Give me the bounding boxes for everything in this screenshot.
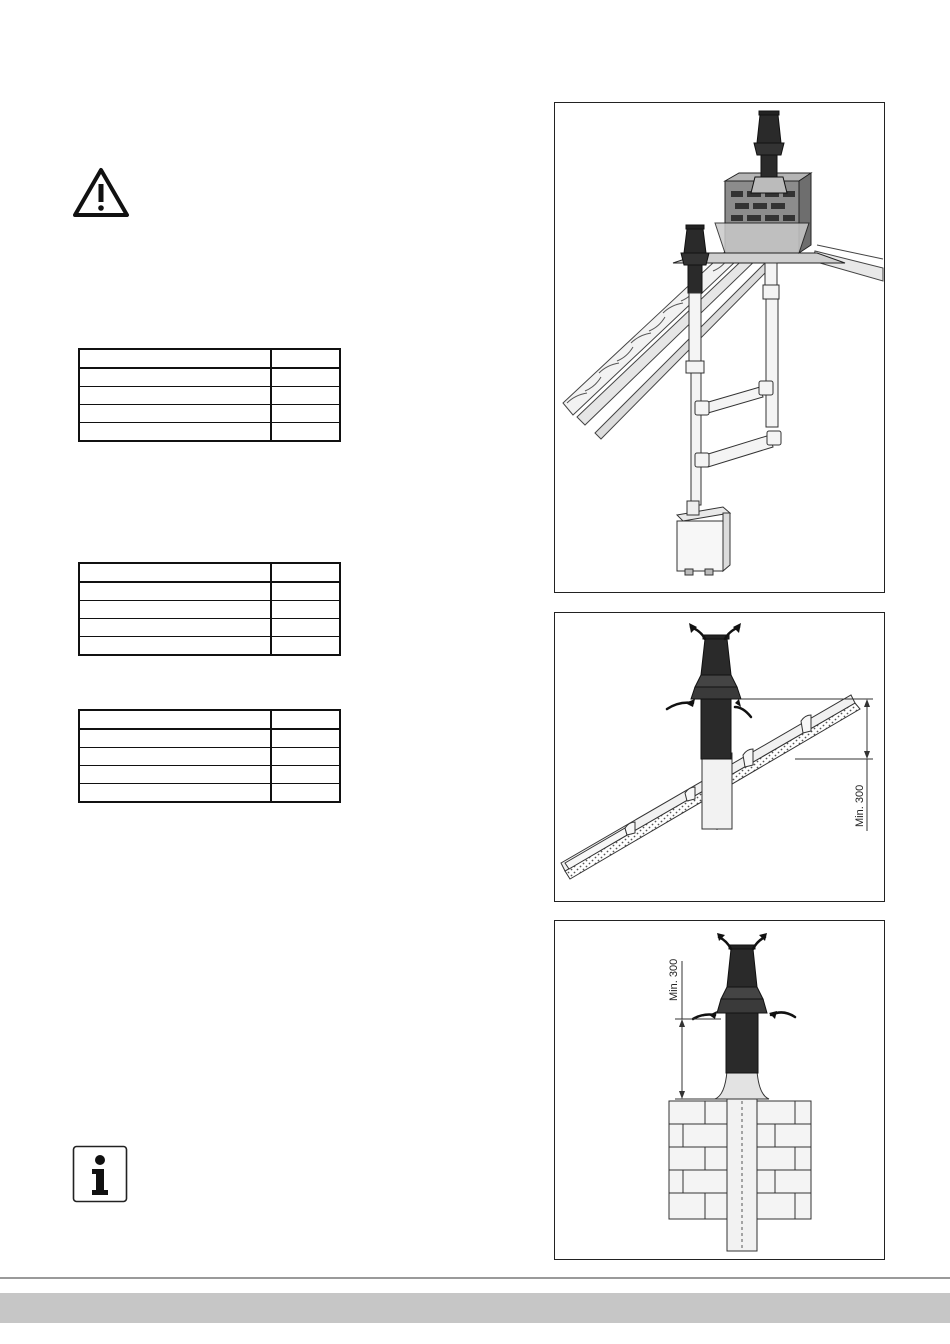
table-row [79, 387, 340, 405]
flue-system-illustration [555, 103, 884, 592]
table-row [79, 729, 340, 748]
table-row [79, 784, 340, 803]
table-row [79, 637, 340, 656]
spec-table-1 [78, 348, 341, 442]
table-row [79, 748, 340, 766]
footer-divider [0, 1277, 950, 1279]
wall-terminal-illustration [555, 921, 884, 1259]
table-row [79, 349, 340, 368]
info-icon [72, 1145, 128, 1203]
warning-triangle-icon [72, 167, 130, 219]
spec-table-2 [78, 562, 341, 656]
roof-terminal-illustration [555, 613, 884, 901]
min-height-label: Min. 300 [668, 958, 680, 1001]
table-row [79, 368, 340, 387]
table-row [79, 405, 340, 423]
table-row [79, 601, 340, 619]
wall-terminal-figure [554, 920, 885, 1260]
roof-terminal-figure [554, 612, 885, 902]
table-row [79, 582, 340, 601]
footer-bar [0, 1293, 950, 1323]
table-row [79, 619, 340, 637]
table-row [79, 766, 340, 784]
table-row [79, 710, 340, 729]
table-row [79, 563, 340, 582]
table-row [79, 423, 340, 442]
min-height-label: Min. 300 [854, 784, 866, 827]
spec-table-3 [78, 709, 341, 803]
flue-system-figure [554, 102, 885, 593]
